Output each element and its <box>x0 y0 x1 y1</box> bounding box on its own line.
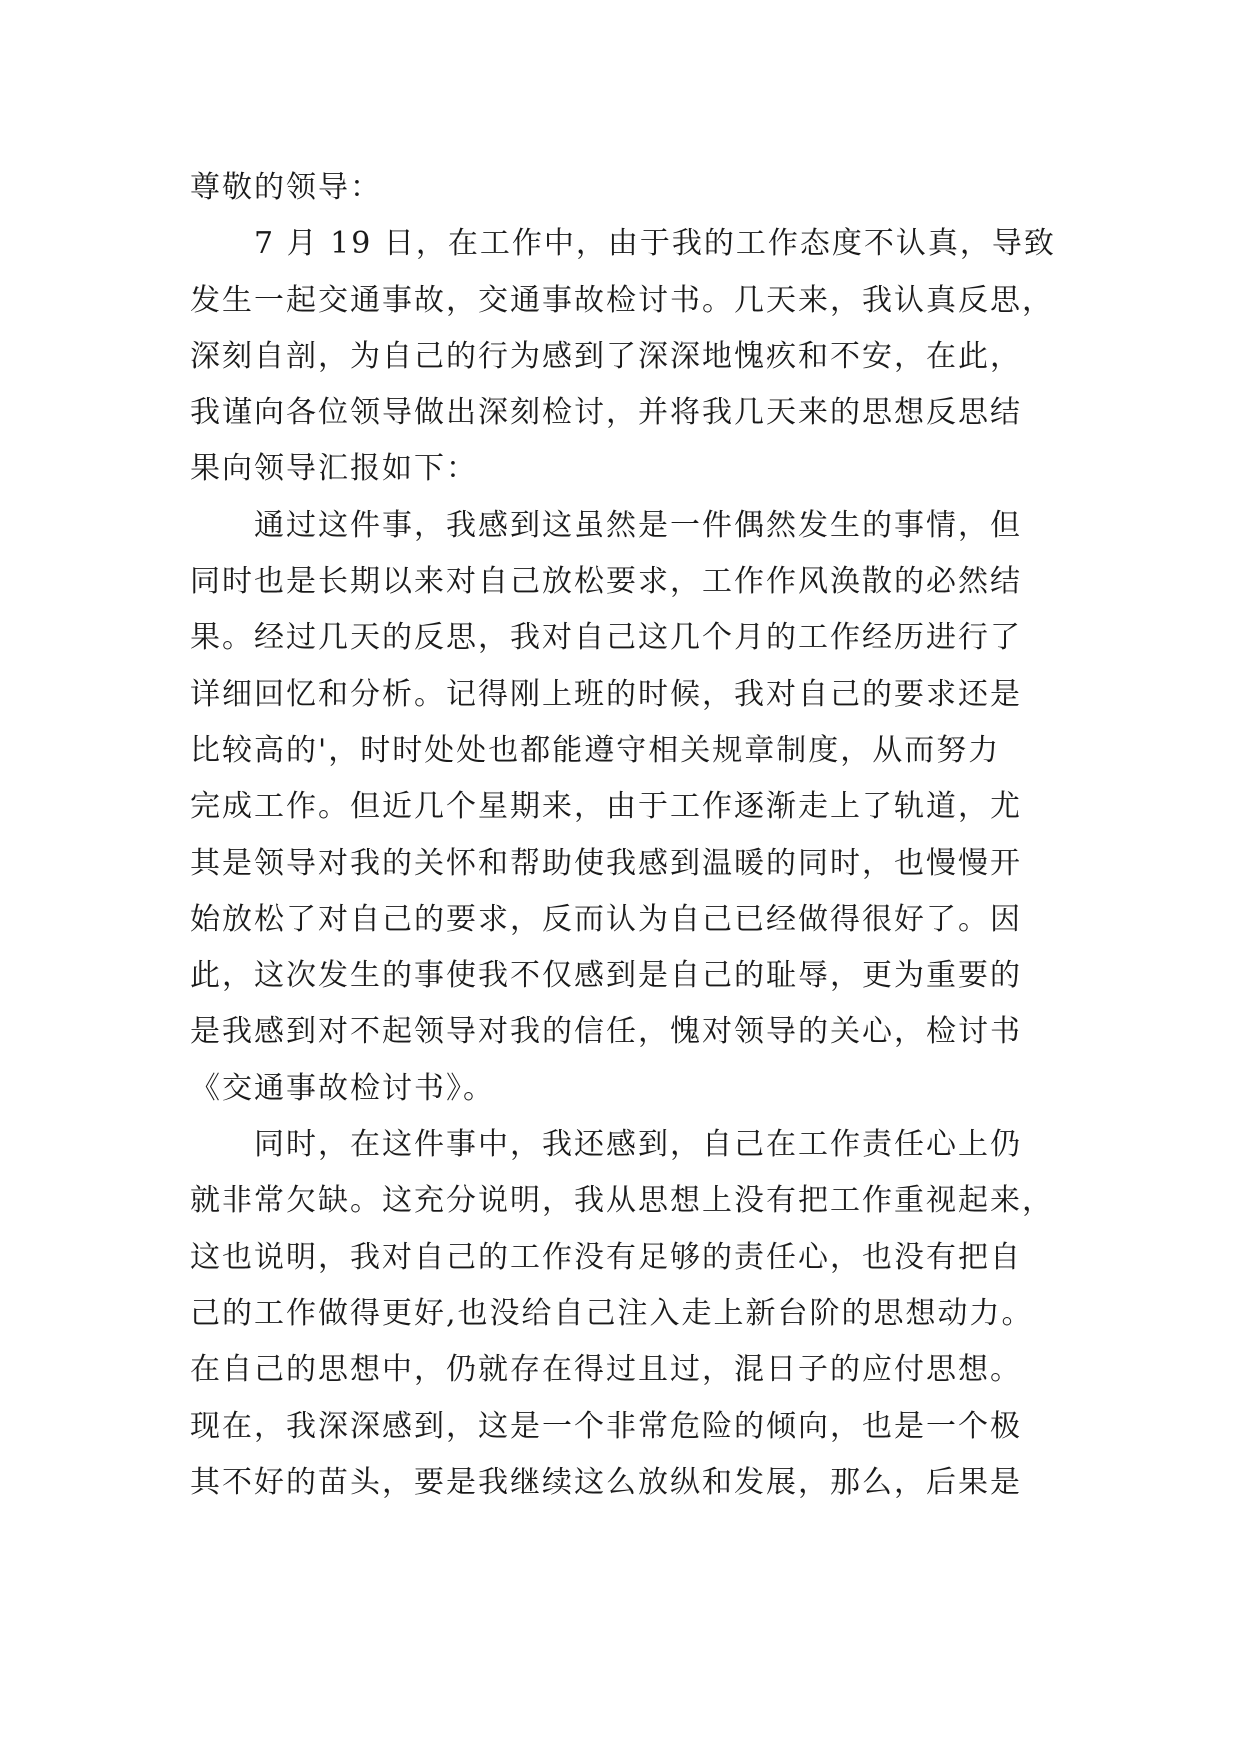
paragraph-line: 深刻自剖，为自己的行为感到了深深地愧疚和不安，在此， <box>190 338 1022 374</box>
paragraph-line: 同时也是长期以来对自己放松要求，工作作风涣散的必然结 <box>190 564 1022 600</box>
paragraph-line: 此，这次发生的事使我不仅感到是自己的耻辱，更为重要的 <box>190 958 1022 994</box>
paragraph-line: 在自己的思想中，仍就存在得过且过，混日子的应付思想。 <box>190 1352 1022 1388</box>
paragraph-line: 始放松了对自己的要求，反而认为自己已经做得很好了。因 <box>190 901 1022 937</box>
paragraph-line: 这也说明，我对自己的工作没有足够的责任心，也没有把自 <box>190 1239 1022 1275</box>
paragraph-line: 果向领导汇报如下： <box>190 451 478 487</box>
paragraph-line: 就非常欠缺。这充分说明，我从思想上没有把工作重视起来， <box>190 1183 1054 1219</box>
paragraph-line: 完成工作。但近几个星期来，由于工作逐渐走上了轨道，尤 <box>190 789 1022 825</box>
paragraph-line: 详细回忆和分析。记得刚上班的时候，我对自己的要求还是 <box>190 676 1022 712</box>
paragraph-line: 比较高的'，时时处处也都能遵守相关规章制度，从而努力 <box>190 732 1001 768</box>
paragraph-line: 其是领导对我的关怀和帮助使我感到温暖的同时，也慢慢开 <box>190 845 1022 881</box>
paragraph-line: 发生一起交通事故，交通事故检讨书。几天来，我认真反思， <box>190 282 1054 318</box>
paragraph-line: 是我感到对不起领导对我的信任，愧对领导的关心，检讨书 <box>190 1014 1022 1050</box>
paragraph-line: 己的工作做得更好,也没给自己注入走上新台阶的思想动力。 <box>190 1295 1034 1331</box>
paragraph-line: 《交通事故检讨书》。 <box>190 1070 495 1106</box>
paragraph-line: 通过这件事，我感到这虽然是一件偶然发生的事情，但 <box>254 507 1022 543</box>
salutation-line: 尊敬的领导： <box>190 170 382 205</box>
paragraph-line: 7 月 19 日，在工作中，由于我的工作态度不认真，导致 <box>254 226 1056 262</box>
paragraph-line: 果。经过几天的反思，我对自己这几个月的工作经历进行了 <box>190 620 1022 656</box>
paragraph-line: 我谨向各位领导做出深刻检讨，并将我几天来的思想反思结 <box>190 395 1022 431</box>
paragraph-line: 其不好的苗头，要是我继续这么放纵和发展，那么，后果是 <box>190 1464 1022 1500</box>
paragraph-line: 同时，在这件事中，我还感到，自己在工作责任心上仍 <box>254 1127 1022 1163</box>
paragraph-line: 现在，我深深感到，这是一个非常危险的倾向，也是一个极 <box>190 1408 1022 1444</box>
document-body <box>190 160 1060 1511</box>
